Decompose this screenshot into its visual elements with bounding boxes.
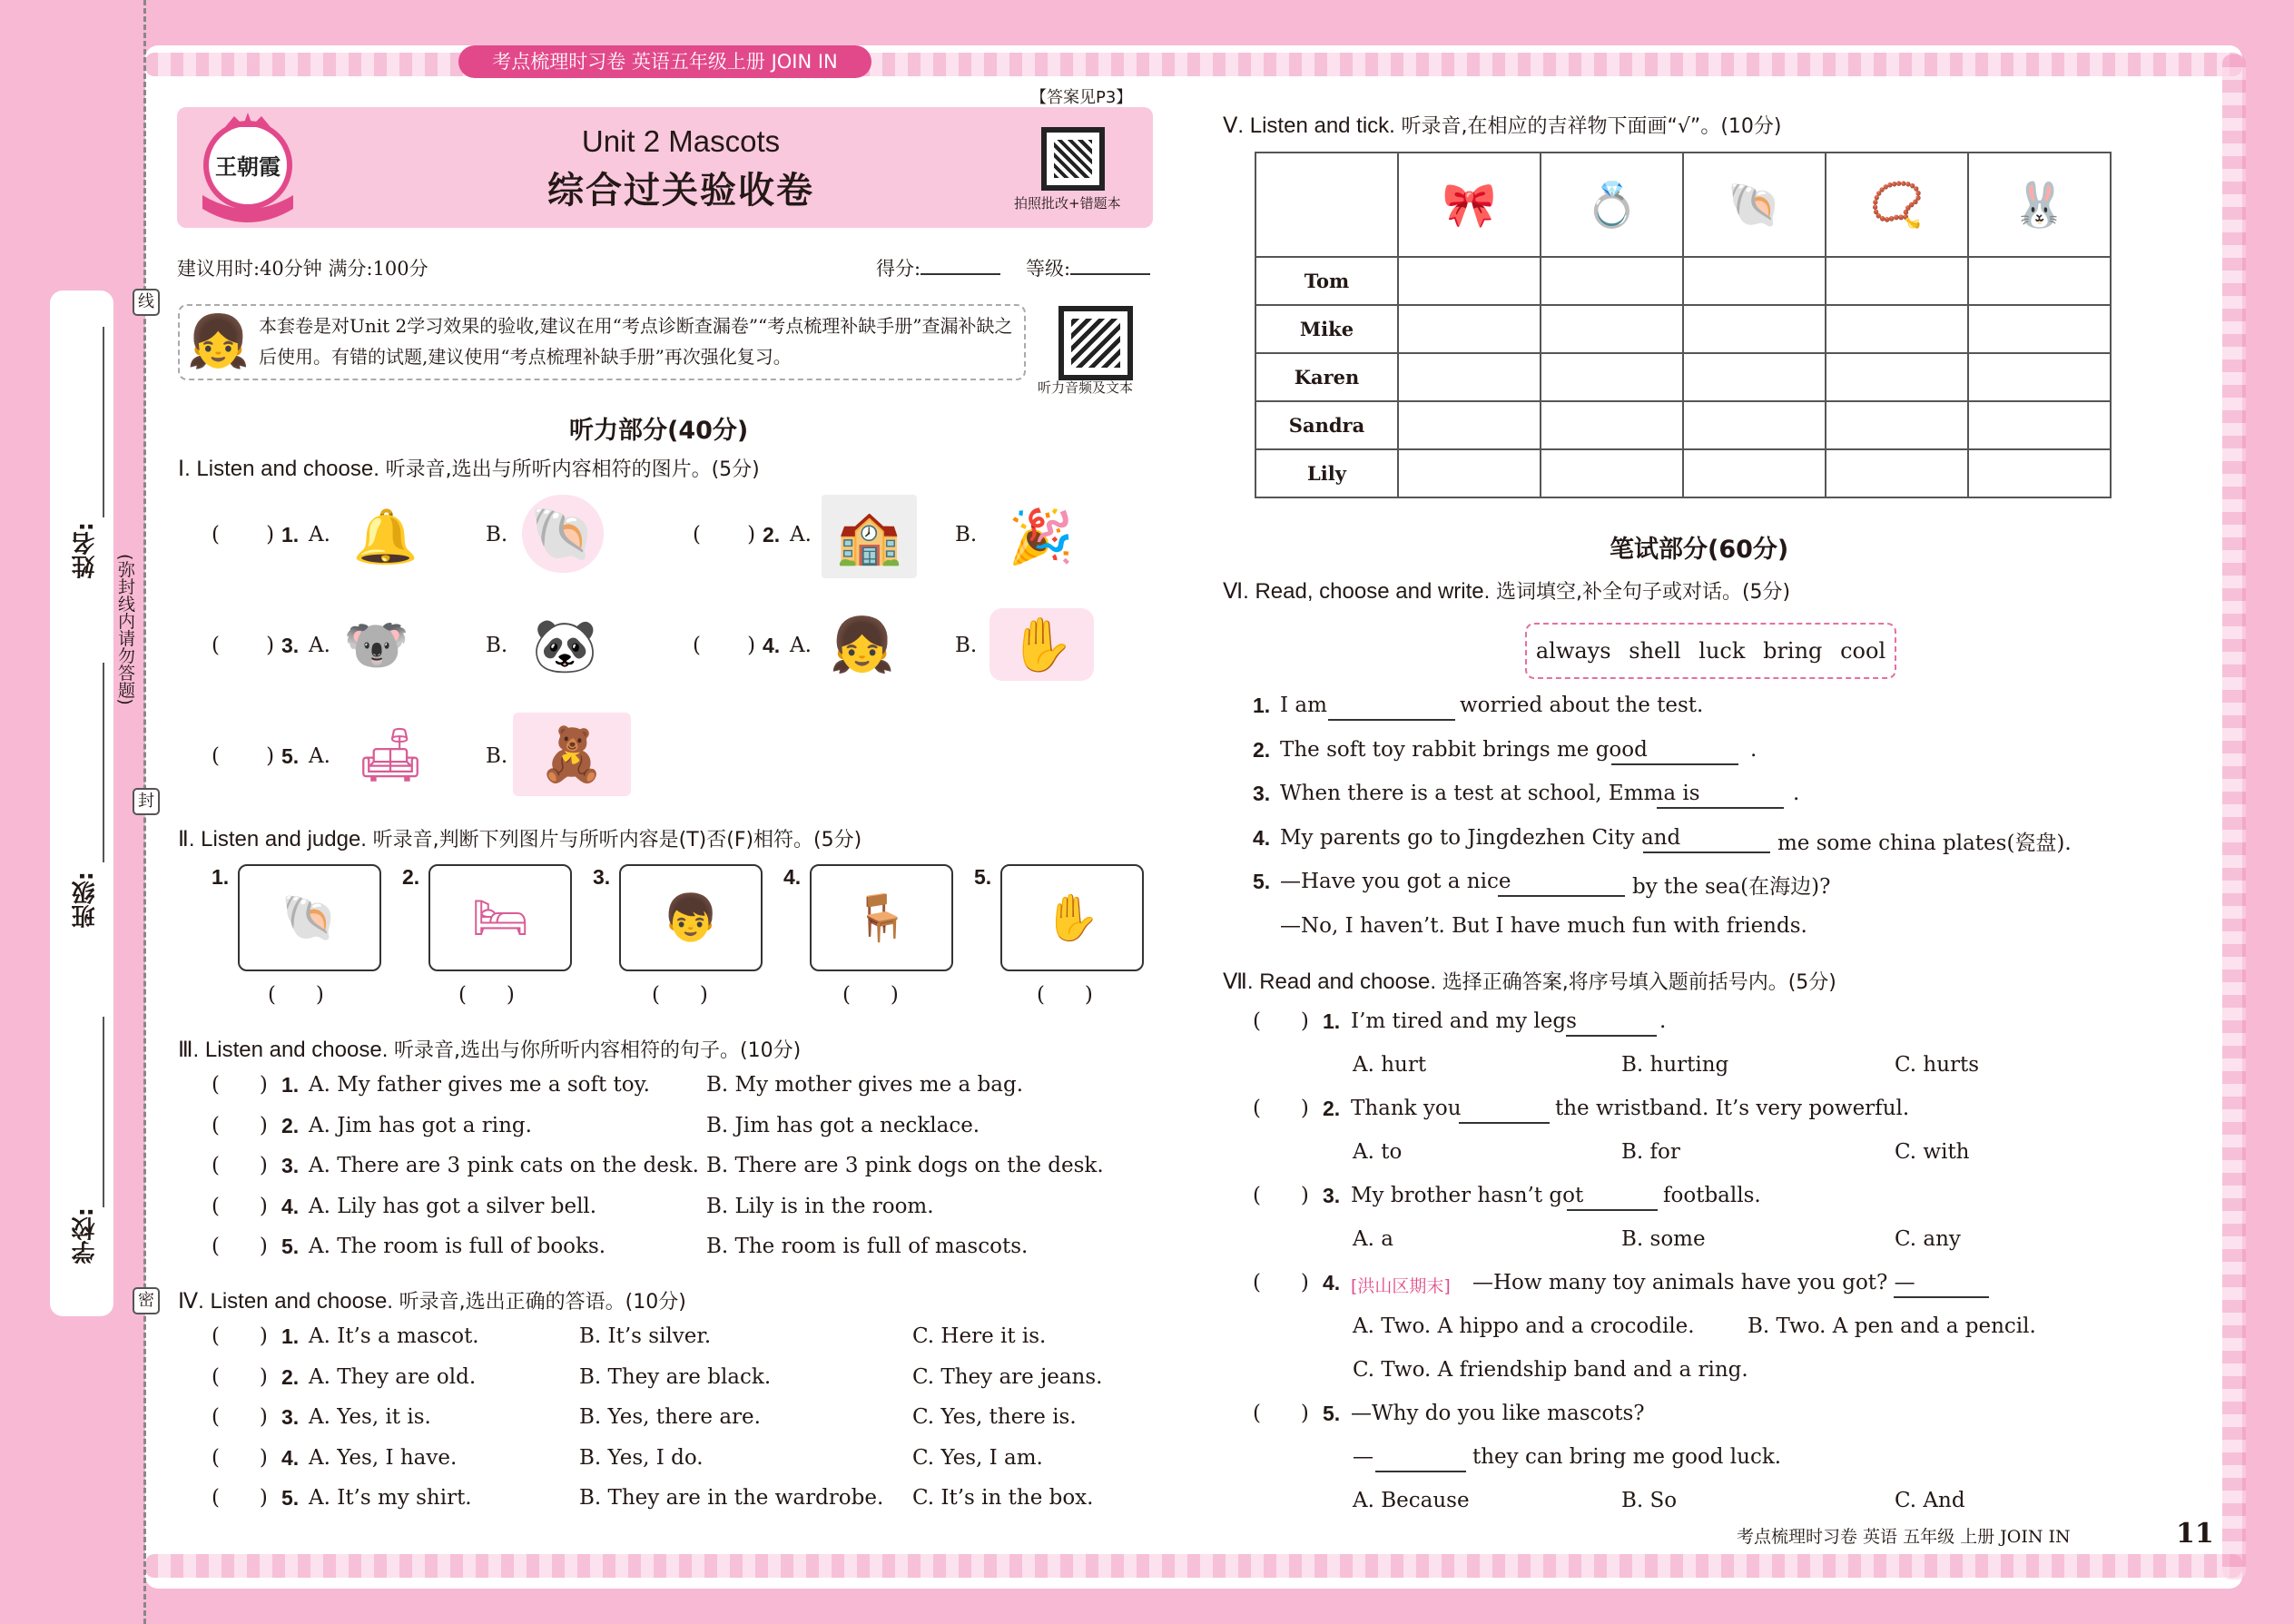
binding-note: (弥封线内请勿答题): [115, 554, 135, 705]
tick-cell[interactable]: [1826, 305, 1968, 353]
q3-5-option-a: A. The room is full of books.: [309, 1235, 606, 1258]
q7-4-blank[interactable]: [1894, 1296, 1989, 1298]
q6-4-blank[interactable]: [1643, 851, 1770, 853]
panda-picture: 🐼: [532, 614, 598, 676]
q7-2-blank[interactable]: [1459, 1122, 1550, 1124]
q4-3-option-c: C. Yes, there is.: [912, 1405, 1077, 1429]
class-line: [103, 663, 104, 862]
word-bank-item: cool: [1840, 638, 1886, 664]
row-name: Lily: [1255, 449, 1398, 497]
q2-5-bracket[interactable]: ( ): [1037, 983, 1093, 1007]
q1-2-bracket[interactable]: ( ): [693, 523, 756, 546]
seal-line: 线: [133, 289, 160, 316]
tick-cell[interactable]: [1968, 401, 2111, 449]
q7-4-option-a: A. Two. A hippo and a crocodile.: [1353, 1314, 1695, 1338]
q2-5-hand-picture: ✋: [1000, 864, 1144, 971]
q7-2-option-a: A. to: [1353, 1140, 1403, 1164]
right-wavy-border: [2222, 54, 2246, 1580]
tick-cell[interactable]: [1968, 257, 2111, 305]
q1-4-bracket[interactable]: ( ): [693, 634, 756, 657]
answer-reference: 【答案见P3】: [1030, 88, 1133, 107]
q4-4-option-c: C. Yes, I am.: [912, 1445, 1043, 1470]
qr-code-audio[interactable]: [1058, 306, 1133, 380]
q7-3-stem: My brother hasn’t got: [1351, 1184, 1584, 1207]
q1-2-b-label: B.: [955, 523, 978, 546]
q7-1-option-a: A. hurt: [1353, 1053, 1427, 1077]
q6-5-stem: —Have you got a nice: [1280, 870, 1511, 893]
toy-box-picture: 🧸: [513, 713, 631, 796]
tick-cell[interactable]: [1968, 305, 2111, 353]
q4-2-bracket[interactable]: ( ): [212, 1364, 268, 1389]
q2-2-number: 2.: [402, 865, 420, 889]
tick-cell[interactable]: [1541, 257, 1683, 305]
q2-3-bracket[interactable]: ( ): [652, 983, 708, 1007]
q3-3-bracket[interactable]: ( ): [212, 1154, 268, 1177]
q4-4-option-a: A. Yes, I have.: [309, 1445, 458, 1470]
qr-code-top[interactable]: [1041, 127, 1105, 191]
page-number: 11: [2176, 1518, 2214, 1550]
q3-4-bracket[interactable]: ( ): [212, 1194, 268, 1218]
tick-cell[interactable]: [1683, 401, 1826, 449]
q1-4-number: 4.: [763, 634, 781, 657]
q4-1-option-a: A. It’s a mascot.: [309, 1324, 479, 1348]
q4-3-number: 3.: [281, 1405, 300, 1429]
q1-4-a-label: A.: [790, 634, 812, 657]
q6-5-reply: —No, I haven’t. But I have much fun with friends.: [1280, 914, 1807, 938]
q7-5-option-a: A. Because: [1353, 1489, 1470, 1512]
q7-4-option-c: C. Two. A friendship band and a ring.: [1353, 1358, 1748, 1382]
tick-cell[interactable]: [1683, 305, 1826, 353]
q1-5-bracket[interactable]: ( ): [212, 744, 275, 768]
tick-cell[interactable]: [1683, 353, 1826, 401]
row-name: Tom: [1255, 257, 1398, 305]
q7-2-option-c: C. with: [1895, 1140, 1970, 1164]
girl-flower-picture: 👧: [829, 613, 896, 675]
q1-3-a-label: A.: [309, 634, 330, 657]
tick-cell[interactable]: [1826, 257, 1968, 305]
row-name: Sandra: [1255, 401, 1398, 449]
q4-4-number: 4.: [281, 1445, 300, 1470]
q3-3-number: 3.: [281, 1154, 300, 1177]
q6-2-stem-end: .: [1750, 737, 1757, 762]
usage-note: 本套卷是对Unit 2学习效果的验收,建议在用“考点诊断查漏卷”“考点梳理补缺手册”查漏补缺之后使用。有错的试题,建议使用“考点梳理补缺手册”再次强化复习。: [259, 315, 1013, 368]
tick-cell[interactable]: [1398, 257, 1541, 305]
rabbit-toy-picture: 🐰: [1968, 153, 2111, 257]
q7-4-option-b: B. Two. A pen and a pencil.: [1748, 1314, 2036, 1338]
q1-1-a-label: A.: [309, 523, 330, 546]
wristband-picture: 🎀: [1398, 153, 1541, 257]
row-name: Mike: [1255, 305, 1398, 353]
q7-5-option-c: C. And: [1895, 1489, 1965, 1512]
school-line: [103, 1017, 104, 1207]
tick-cell[interactable]: [1398, 305, 1541, 353]
q7-1-stem: I’m tired and my legs: [1351, 1009, 1577, 1033]
shells-picture: 🐚: [1683, 153, 1826, 257]
word-bank-item: bring: [1763, 638, 1823, 664]
tick-cell[interactable]: [1683, 449, 1826, 497]
q1-3-bracket[interactable]: ( ): [212, 634, 275, 657]
q3-5-option-b: B. The room is full of mascots.: [706, 1235, 1029, 1258]
q7-3-option-a: A. a: [1353, 1227, 1393, 1251]
q6-4-stem: My parents go to Jingdezhen City and: [1280, 825, 1681, 850]
q3-2-number: 2.: [281, 1113, 300, 1137]
messy-room-picture: 🛋: [357, 723, 424, 785]
q1-2-number: 2.: [763, 523, 781, 546]
q2-2-bracket[interactable]: ( ): [458, 983, 515, 1007]
q3-5-number: 5.: [281, 1235, 300, 1258]
word-bank-item: always: [1535, 638, 1611, 664]
q7-4-number: 4.: [1323, 1271, 1341, 1294]
tick-cell[interactable]: [1398, 401, 1541, 449]
q6-3-blank[interactable]: [1657, 807, 1784, 809]
word-bank: [1525, 623, 1896, 679]
bell-picture: 🔔: [352, 505, 419, 567]
q7-2-stem-end: the wristband. It’s very powerful.: [1555, 1097, 1910, 1120]
q4-5-option-c: C. It’s in the box.: [912, 1486, 1094, 1510]
q2-5-number: 5.: [974, 865, 992, 889]
q4-1-option-b: B. It’s silver.: [579, 1324, 712, 1348]
q6-2-number: 2.: [1253, 737, 1271, 762]
q3-2-option-a: A. Jim has got a ring.: [309, 1113, 532, 1137]
q4-1-option-c: C. Here it is.: [912, 1324, 1047, 1348]
q7-4-stem: —How many toy animals have you got? —: [1472, 1271, 1915, 1294]
q4-3-option-a: A. Yes, it is.: [309, 1405, 431, 1429]
q1-heading: Ⅰ. Listen and choose. 听录音,选出与所听内容相符的图片。(5分): [178, 457, 760, 481]
seal-bottom: 密: [133, 1287, 160, 1314]
shell-picture: 🐚: [522, 495, 604, 573]
tick-cell[interactable]: [1398, 449, 1541, 497]
tick-cell[interactable]: [1826, 353, 1968, 401]
q7-2-option-b: B. for: [1621, 1140, 1680, 1164]
grade-field: 等级:: [1026, 254, 1150, 281]
q6-3-stem-end: .: [1793, 782, 1800, 805]
q7-3-blank[interactable]: [1567, 1209, 1658, 1211]
q2-4-chair-picture: 🪑: [810, 864, 953, 971]
q4-4-bracket[interactable]: ( ): [212, 1445, 268, 1470]
q7-2-stem: Thank you: [1351, 1097, 1462, 1120]
q7-1-number: 1.: [1323, 1009, 1341, 1033]
q3-3-option-a: A. There are 3 pink cats on the desk.: [309, 1154, 699, 1177]
q4-1-number: 1.: [281, 1324, 300, 1348]
tick-cell[interactable]: [1398, 353, 1541, 401]
score-field: 得分:: [876, 254, 1000, 281]
tick-cell[interactable]: [1541, 353, 1683, 401]
q3-1-option-b: B. My mother gives me a bag.: [706, 1073, 1024, 1097]
q7-3-stem-end: footballs.: [1663, 1184, 1761, 1207]
q6-5-number: 5.: [1253, 870, 1271, 893]
time-and-score: 建议用时:40分钟 满分:100分: [177, 258, 428, 280]
tick-cell[interactable]: [1541, 449, 1683, 497]
q1-5-number: 5.: [281, 744, 300, 768]
q4-3-option-b: B. Yes, there are.: [579, 1405, 761, 1429]
series-tagline: 考点梳理时习卷 英语五年级上册 JOIN IN: [458, 45, 871, 78]
q2-1-shells-picture: 🐚: [238, 864, 381, 971]
word-bank-item: luck: [1698, 638, 1746, 664]
ring-picture: 💍: [1541, 153, 1683, 257]
q6-1-stem: I am: [1280, 694, 1327, 717]
q6-3-stem: When there is a test at school, Emma is: [1280, 782, 1700, 805]
school-label: 学校:: [72, 1207, 99, 1265]
q1-2-a-label: A.: [790, 523, 812, 546]
necklace-picture: 📿: [1826, 153, 1968, 257]
q7-5-number: 5.: [1323, 1402, 1341, 1425]
q3-1-option-a: A. My father gives me a soft toy.: [309, 1073, 650, 1097]
q4-5-number: 5.: [281, 1486, 300, 1510]
q2-heading: Ⅱ. Listen and judge. 听录音,判断下列图片与所听内容是(T)否(F)相符。(5分): [178, 827, 862, 851]
unit-title: Unit 2 Mascots: [581, 124, 781, 158]
q7-5-option-b: B. So: [1621, 1489, 1678, 1512]
q7-1-stem-end: .: [1659, 1009, 1667, 1033]
q7-1-blank[interactable]: [1566, 1035, 1657, 1037]
q2-3-boy-picture: 👦: [619, 864, 763, 971]
q4-2-option-a: A. They are old.: [309, 1364, 477, 1389]
q1-4-b-label: B.: [955, 634, 978, 657]
q3-1-number: 1.: [281, 1073, 300, 1097]
q7-3-option-b: B. some: [1621, 1227, 1706, 1251]
q2-4-number: 4.: [783, 865, 802, 889]
class-label: 班级:: [72, 871, 99, 929]
tick-cell[interactable]: [1541, 401, 1683, 449]
q3-5-bracket[interactable]: ( ): [212, 1235, 268, 1258]
qr-caption-audio: 听力音频及文本: [1038, 379, 1134, 396]
q4-5-bracket[interactable]: ( ): [212, 1486, 268, 1510]
q7-5-dash: —: [1353, 1445, 1373, 1469]
q6-5-blank[interactable]: [1498, 895, 1625, 897]
q7-5-line2: they can bring me good luck.: [1472, 1445, 1782, 1469]
q7-3-number: 3.: [1323, 1184, 1341, 1207]
q7-2-number: 2.: [1323, 1097, 1341, 1120]
q7-1-option-c: C. hurts: [1895, 1053, 1980, 1077]
q6-2-stem: The soft toy rabbit brings me good: [1280, 737, 1648, 762]
tick-cell[interactable]: [1968, 449, 2111, 497]
q3-4-number: 4.: [281, 1194, 300, 1218]
q7-5-bracket[interactable]: ( ): [1253, 1402, 1309, 1425]
q2-1-bracket[interactable]: ( ): [268, 983, 324, 1007]
q4-3-bracket[interactable]: ( ): [212, 1405, 268, 1429]
q7-4-bracket[interactable]: ( ): [1253, 1271, 1309, 1294]
svg-text:王朝霞: 王朝霞: [215, 153, 281, 180]
q4-2-option-c: C. They are jeans.: [912, 1364, 1103, 1389]
row-name: Karen: [1255, 353, 1398, 401]
name-label: 姓名:: [72, 522, 99, 579]
q6-4-number: 4.: [1253, 825, 1271, 850]
writing-section-title: 笔试部分(60分): [1610, 536, 1789, 564]
q6-1-number: 1.: [1253, 694, 1271, 717]
q6-1-blank[interactable]: [1328, 719, 1455, 721]
name-line: [103, 327, 104, 517]
q4-2-option-b: B. They are black.: [579, 1364, 772, 1389]
q7-1-bracket[interactable]: ( ): [1253, 1009, 1309, 1033]
footer-series: 考点梳理时习卷 英语 五年级 上册 JOIN IN: [1737, 1527, 2071, 1547]
seal-mid: 封: [133, 788, 160, 815]
q5-heading: Ⅴ. Listen and tick. 听录音,在相应的吉祥物下面画“√”。(10分): [1223, 113, 1782, 138]
classroom-picture: 🏫: [822, 495, 917, 578]
table-corner: [1255, 153, 1398, 257]
q6-4-stem-end: me some china plates(瓷盘).: [1777, 831, 2072, 855]
q3-2-bracket[interactable]: ( ): [212, 1113, 268, 1137]
girl-mascot-icon: 👧: [186, 312, 251, 371]
q3-3-option-b: B. There are 3 pink dogs on the desk.: [706, 1154, 1104, 1177]
q6-5-stem-end: by the sea(在海边)?: [1632, 875, 1831, 899]
q7-4-source-tag: [洪山区期末]: [1351, 1276, 1451, 1296]
q7-heading: Ⅶ. Read and choose. 选择正确答案,将序号填入题前括号内。(5分): [1223, 969, 1836, 994]
bottom-wavy-border: [145, 1554, 2242, 1578]
q1-3-number: 3.: [281, 634, 300, 657]
tick-table: [1255, 152, 2112, 498]
q4-4-option-b: B. Yes, I do.: [579, 1445, 704, 1470]
q7-1-option-b: B. hurting: [1621, 1053, 1729, 1077]
q3-heading: Ⅲ. Listen and choose. 听录音,选出与你所听内容相符的句子。(10分): [178, 1038, 802, 1062]
q4-2-number: 2.: [281, 1364, 300, 1389]
q4-heading: Ⅳ. Listen and choose. 听录音,选出正确的答语。(10分): [178, 1289, 686, 1314]
q3-1-bracket[interactable]: ( ): [212, 1073, 268, 1097]
wristband-picture: ✋: [989, 608, 1094, 681]
q1-3-b-label: B.: [486, 634, 508, 657]
qr-caption-top: 拍照批改+错题本: [1014, 195, 1121, 212]
q7-5-blank[interactable]: [1375, 1471, 1466, 1472]
q7-2-bracket[interactable]: ( ): [1253, 1097, 1309, 1120]
q2-1-number: 1.: [212, 865, 230, 889]
q1-5-b-label: B.: [486, 744, 508, 768]
q3-4-option-b: B. Lily is in the room.: [706, 1194, 934, 1218]
q7-5-stem: —Why do you like mascots?: [1351, 1402, 1645, 1425]
q6-3-number: 3.: [1253, 782, 1271, 805]
brand-logo: [193, 109, 302, 227]
q1-5-a-label: A.: [309, 744, 330, 768]
party-picture: 🎉: [1008, 505, 1075, 567]
tick-cell[interactable]: [1826, 401, 1968, 449]
q2-3-number: 3.: [593, 865, 611, 889]
q7-3-bracket[interactable]: ( ): [1253, 1184, 1309, 1207]
tick-cell[interactable]: [1968, 353, 2111, 401]
q1-1-number: 1.: [281, 523, 300, 546]
tick-cell[interactable]: [1541, 305, 1683, 353]
q3-4-option-a: A. Lily has got a silver bell.: [309, 1194, 597, 1218]
q1-1-b-label: B.: [486, 523, 508, 546]
q7-3-option-c: C. any: [1895, 1227, 1961, 1251]
q2-4-bracket[interactable]: ( ): [842, 983, 899, 1007]
koala-picture: 🐨: [343, 613, 410, 675]
q2-2-bed-picture: 🛏: [428, 864, 572, 971]
q4-5-option-a: A. It’s my shirt.: [309, 1486, 472, 1510]
q1-1-bracket[interactable]: ( ): [212, 523, 275, 546]
q4-5-option-b: B. They are in the wardrobe.: [579, 1486, 884, 1510]
paper-title: 综合过关验收卷: [547, 170, 814, 212]
tick-cell[interactable]: [1683, 257, 1826, 305]
listening-section-title: 听力部分(40分): [569, 417, 749, 445]
q6-1-stem-end: worried about the test.: [1460, 694, 1704, 717]
word-bank-item: shell: [1629, 638, 1681, 664]
q4-1-bracket[interactable]: ( ): [212, 1324, 268, 1348]
q3-2-option-b: B. Jim has got a necklace.: [706, 1113, 980, 1137]
q6-2-blank[interactable]: [1611, 763, 1738, 765]
q6-heading: Ⅵ. Read, choose and write. 选词填空,补全句子或对话。(5分): [1223, 579, 1791, 604]
tick-cell[interactable]: [1826, 449, 1968, 497]
